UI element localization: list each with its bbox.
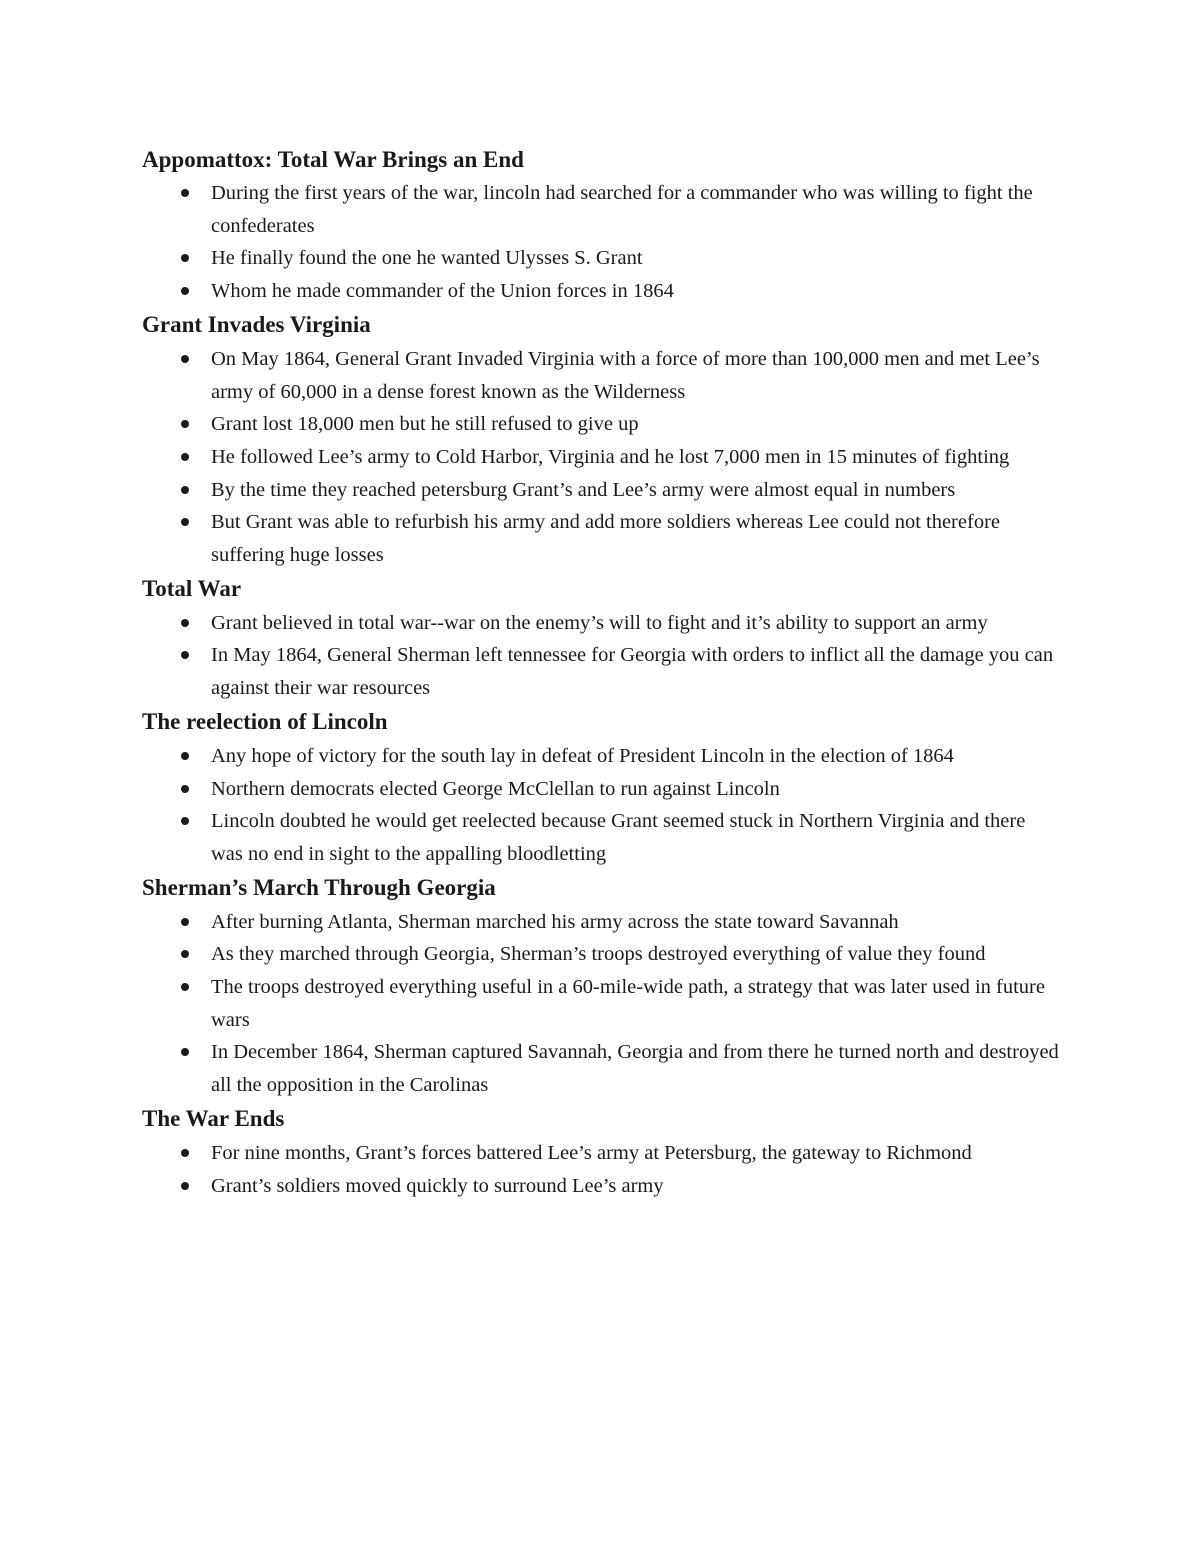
section-appomattox (142, 142, 1062, 308)
list-item (142, 938, 1062, 971)
list-item (142, 177, 1062, 242)
bullet-list (142, 740, 1062, 871)
section-heading: Appomattox: Total War Brings an End (142, 146, 524, 172)
section-heading: Grant Invades Virginia (142, 312, 371, 338)
list-item-text: Grant believed in total war--war on the enemy’s will to fight and it’s ability to support an army (211, 611, 988, 634)
section-reelection-of-lincoln (142, 705, 1062, 871)
list-item-text: In May 1864, General Sherman left tennessee for Georgia with orders to inflict all the damage you can against their war resources (211, 644, 1054, 700)
bullet-icon (181, 950, 189, 958)
list-item-text: But Grant was able to refurbish his army and add more soldiers whereas Lee could not therefore suffering huge losses (211, 511, 1000, 567)
list-item-text: Grant lost 18,000 men but he still refused to give up (211, 413, 639, 436)
section-total-war (142, 572, 1062, 705)
bullet-icon (181, 918, 189, 926)
section-shermans-march (142, 871, 1062, 1102)
list-item (142, 343, 1062, 408)
list-item (142, 242, 1062, 275)
bullet-icon (181, 486, 189, 494)
bullet-icon (181, 287, 189, 295)
list-item-text: Whom he made commander of the Union forces in 1864 (211, 280, 674, 303)
bullet-icon (181, 453, 189, 461)
list-item (142, 906, 1062, 939)
list-item (142, 1137, 1062, 1170)
bullet-icon (181, 817, 189, 825)
list-item (142, 275, 1062, 308)
list-item (142, 1170, 1062, 1203)
list-item (142, 474, 1062, 507)
list-item-text: On May 1864, General Grant Invaded Virginia with a force of more than 100,000 men and met Lee’s army of 60,000 in a dense forest known as the Wilderness (211, 347, 1040, 403)
bullet-list (142, 906, 1062, 1102)
section-heading: The reelection of Lincoln (142, 709, 388, 735)
bullet-icon (181, 189, 189, 197)
bullet-icon (181, 254, 189, 262)
bullet-list (142, 343, 1062, 572)
list-item (142, 607, 1062, 640)
list-item (142, 506, 1062, 571)
list-item-text: The troops destroyed everything useful in a 60-mile-wide path, a strategy that was later used in future wars (211, 976, 1045, 1031)
document-page (142, 142, 1062, 1202)
list-item-text: In December 1864, Sherman captured Savannah, Georgia and from there he turned north and destroyed all the opposition in the Carolinas (211, 1041, 1059, 1097)
list-item-text: By the time they reached petersburg Grant’s and Lee’s army were almost equal in numbers (211, 478, 956, 501)
bullet-icon (181, 355, 189, 363)
section-grant-invades-virginia (142, 308, 1062, 572)
list-item (142, 773, 1062, 806)
section-heading: The War Ends (142, 1106, 285, 1132)
list-item (142, 740, 1062, 773)
list-item (142, 408, 1062, 441)
list-item-text: He finally found the one he wanted Ulysses S. Grant (211, 247, 643, 270)
section-war-ends (142, 1102, 1062, 1202)
bullet-icon (181, 651, 189, 659)
bullet-list (142, 177, 1062, 308)
bullet-icon (181, 619, 189, 627)
list-item (142, 1036, 1062, 1101)
list-item (142, 639, 1062, 704)
bullet-icon (181, 752, 189, 760)
list-item (142, 971, 1062, 1036)
list-item-text: During the first years of the war, lincoln had searched for a commander who was willing to fight the confederates (211, 182, 1033, 237)
section-heading: Sherman’s March Through Georgia (142, 875, 496, 901)
bullet-icon (181, 420, 189, 428)
bullet-icon (181, 1182, 189, 1190)
bullet-icon (181, 1149, 189, 1157)
bullet-icon (181, 983, 189, 991)
list-item-text: As they marched through Georgia, Sherman’s troops destroyed everything of value they found (211, 943, 986, 966)
bullet-icon (181, 518, 189, 526)
list-item-text: For nine months, Grant’s forces battered Lee’s army at Petersburg, the gateway to Richmond (211, 1141, 972, 1164)
bullet-list (142, 1137, 1062, 1202)
list-item (142, 441, 1062, 474)
bullet-icon (181, 1048, 189, 1056)
bullet-icon (181, 785, 189, 793)
list-item-text: After burning Atlanta, Sherman marched his army across the state toward Savannah (211, 910, 899, 933)
list-item (142, 805, 1062, 870)
section-heading: Total War (142, 576, 242, 602)
bullet-list (142, 607, 1062, 705)
list-item-text: Northern democrats elected George McClellan to run against Lincoln (211, 777, 780, 800)
list-item-text: Lincoln doubted he would get reelected because Grant seemed stuck in Northern Virginia and there was no end in sight to the appalling bloodletting (211, 810, 1026, 865)
list-item-text: He followed Lee’s army to Cold Harbor, Virginia and he lost 7,000 men in 15 minutes of fighting (211, 445, 1010, 468)
list-item-text: Any hope of victory for the south lay in defeat of President Lincoln in the election of 1864 (211, 744, 954, 767)
list-item-text: Grant’s soldiers moved quickly to surround Lee’s army (211, 1174, 664, 1197)
